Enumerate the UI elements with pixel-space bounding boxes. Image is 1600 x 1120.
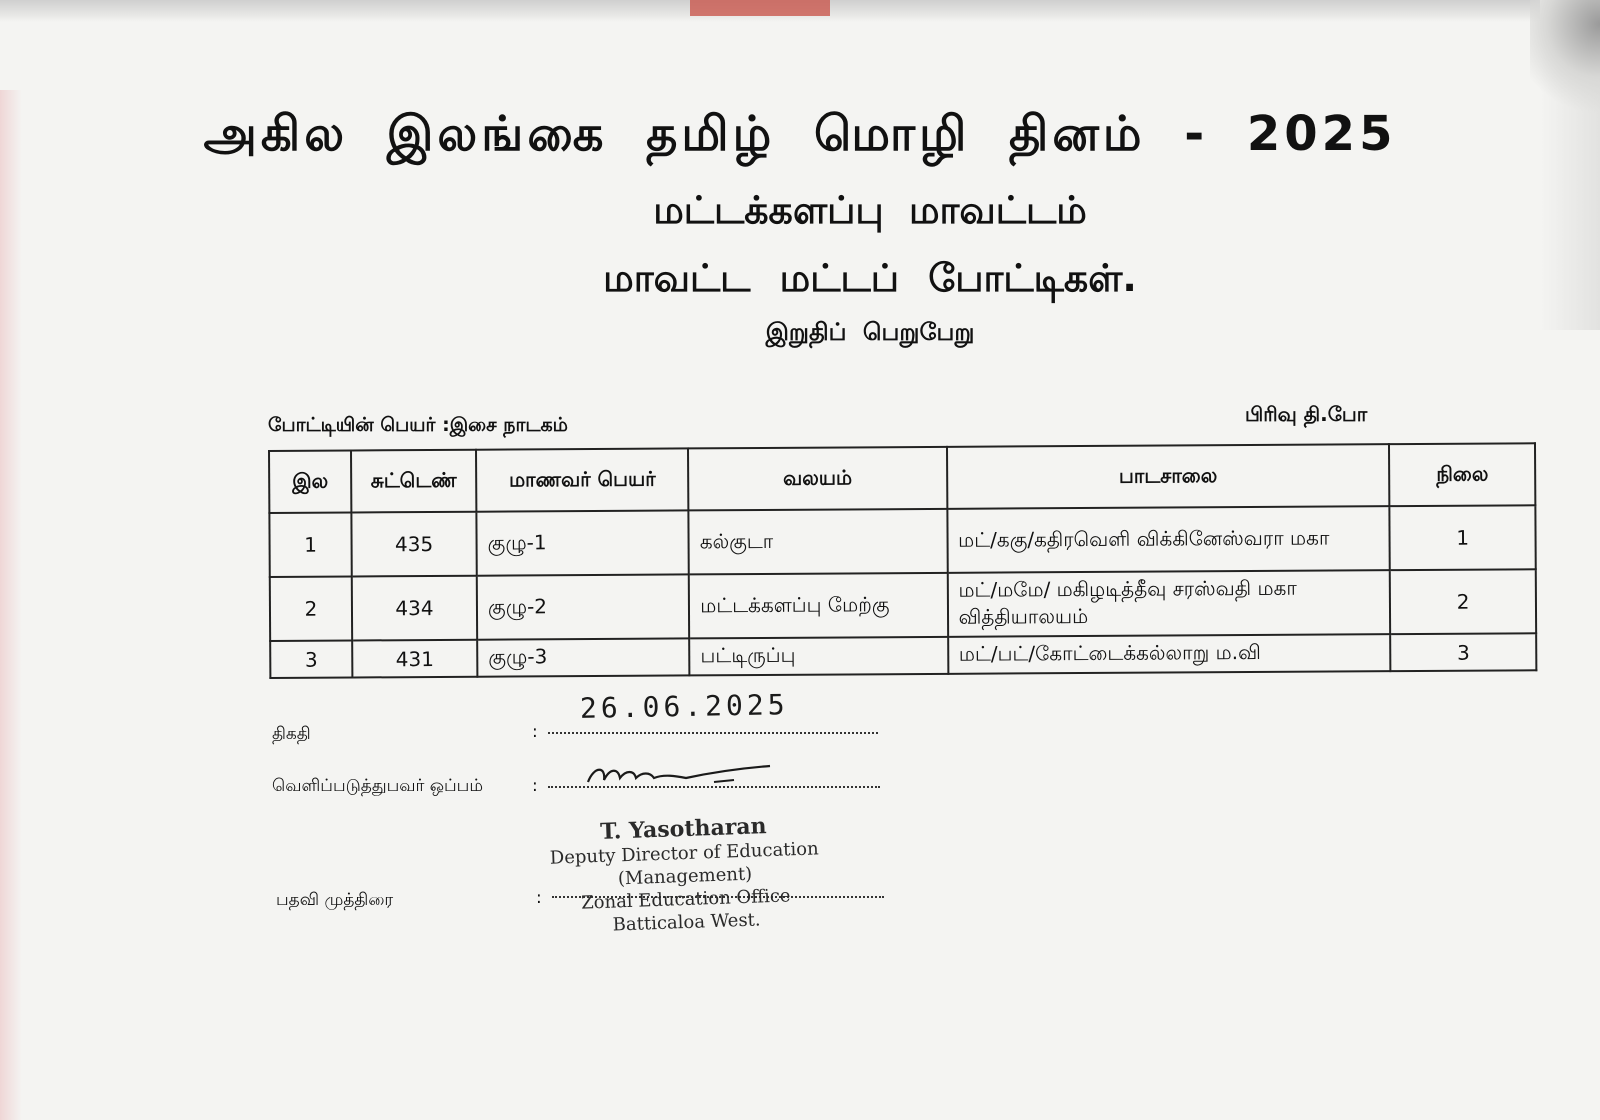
cell-school: மட்/ககு/கதிரவெளி விக்கினேஸ்வரா மகா <box>947 506 1390 573</box>
header-rank: நிலை <box>1389 443 1535 506</box>
cell-zone: பட்டிருப்பு <box>689 637 948 676</box>
table-row <box>270 633 1536 678</box>
cell-name: குழு-1 <box>476 510 689 575</box>
photo-background-object <box>690 0 830 16</box>
cell-no: 1 <box>269 512 351 576</box>
cell-school: மட்/மமே/ மகிழடித்தீவு சரஸ்வதி மகா வித்தியாலயம் <box>947 570 1390 637</box>
seal-label: பதவி முத்திரை <box>276 890 394 910</box>
handwritten-signature <box>584 760 774 794</box>
header-no: இல <box>269 450 351 512</box>
document-title: அகில இலங்கை தமிழ் மொழி தினம் - 2025 <box>203 106 1397 162</box>
header-index: சுட்டெண் <box>351 450 476 513</box>
cell-index: 431 <box>352 640 477 678</box>
stamp-title: Deputy Director of Education <box>549 838 820 869</box>
cell-name: குழு-3 <box>477 638 689 676</box>
handwritten-date: 26.06.2025 <box>579 688 789 725</box>
photo-left-edge <box>0 90 22 1120</box>
cell-index: 435 <box>351 512 476 577</box>
header-student-name: மாணவர் பெயர் <box>476 448 689 511</box>
header-school: பாடசாலை <box>947 444 1390 509</box>
date-label: திகதி <box>272 724 311 744</box>
table-header-row <box>269 443 1535 513</box>
date-dotted-line <box>548 732 878 734</box>
stamp-department: (Management) <box>617 863 753 890</box>
cell-rank: 1 <box>1390 505 1536 570</box>
cell-school: மட்/பட்/கோட்டைக்கல்லாறு ம.வி <box>948 634 1391 674</box>
photo-corner-shadow <box>1530 0 1600 120</box>
stamp-name: T. Yasotharan <box>599 813 768 845</box>
cell-no: 2 <box>270 576 352 640</box>
division-label: பிரிவு தி.போ <box>1245 402 1368 426</box>
cell-zone: கல்குடா <box>689 509 948 575</box>
results-table <box>268 442 1537 679</box>
district-heading: மட்டக்களப்பு மாவட்டம் <box>653 188 1087 232</box>
level-heading: மாவட்ட மட்டப் போட்டிகள். <box>603 256 1137 300</box>
cell-rank: 2 <box>1390 569 1536 634</box>
competition-name: போட்டியின் பெயர் :இசை நாடகம் <box>268 414 568 436</box>
signature-label: வெளிப்படுத்துபவர் ஒப்பம் <box>272 776 484 796</box>
cell-name: குழு-2 <box>477 574 690 639</box>
result-heading: இறுதிப் பெறுபேறு <box>765 318 975 346</box>
cell-index: 434 <box>352 576 477 641</box>
table-row <box>270 569 1536 641</box>
seal-colon: : <box>536 888 542 908</box>
stamp-location: Batticaloa West. <box>612 909 761 936</box>
stamp-office: Zonal Education Office <box>580 885 791 914</box>
cell-zone: மட்டக்களப்பு மேற்கு <box>689 573 948 639</box>
cell-rank: 3 <box>1391 633 1537 671</box>
cell-no: 3 <box>270 640 352 678</box>
official-stamp <box>518 810 852 939</box>
header-zone: வலயம் <box>688 447 947 511</box>
signature-colon: : <box>532 776 538 796</box>
date-colon: : <box>532 722 538 742</box>
table-row <box>269 505 1535 577</box>
